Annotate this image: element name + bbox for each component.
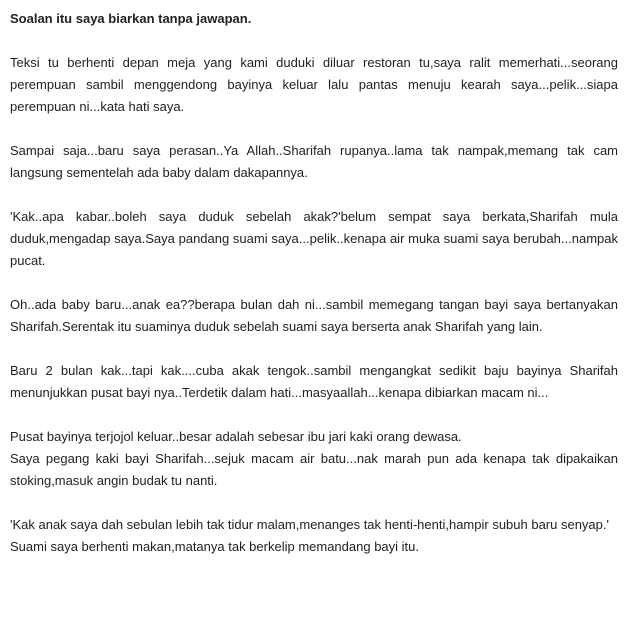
paragraph-text: Baru 2 bulan kak...tapi kak....cuba akak tengok..sambil mengangkat sedikit baju bayinya Sharifah menunjukkan pusat bayi nya..Terdetik dalam hati...masyaallah...kenapa dibiarkan macam ni...: [10, 363, 618, 400]
paragraph-text: Sampai saja...baru saya perasan..Ya Allah..Sharifah rupanya..lama tak nampak,memang tak cam langsung sementelah ada baby dalam dakapannya.: [10, 143, 618, 180]
paragraph-text: Oh..ada baby baru...anak ea??berapa bulan dah ni...sambil memegang tangan bayi saya bertanyakan Sharifah.Serentak itu suaminya duduk sebelah suami saya berserta anak Sharifah yang lain.: [10, 297, 618, 334]
paragraph: [10, 294, 618, 338]
paragraph: [10, 426, 618, 492]
paragraph-text: Teksi tu berhenti depan meja yang kami duduki diluar restoran tu,saya ralit memerhati...seorang perempuan sambil menggendong bayinya keluar lalu pantas menuju kearah saya...pelik...siapa perempuan ni...kata hati saya.: [10, 55, 618, 114]
paragraph: [10, 206, 618, 272]
paragraph: [10, 140, 618, 184]
paragraph: [10, 514, 618, 558]
paragraph-text: Saya pegang kaki bayi Sharifah...sejuk macam air batu...nak marah pun ada kenapa tak dipakaikan stoking,masuk angin budak tu nanti.: [10, 451, 618, 488]
paragraph-text: 'Kak anak saya dah sebulan lebih tak tidur malam,menanges tak henti-henti,hampir subuh baru senyap.': [10, 517, 609, 532]
paragraph-text: Suami saya berhenti makan,matanya tak berkelip memandang bayi itu.: [10, 539, 419, 554]
paragraph-text: 'Kak..apa kabar..boleh saya duduk sebelah akak?'belum sempat saya berkata,Sharifah mula duduk,mengadap saya.Saya pandang suami saya...pelik..kenapa air muka suami saya berubah...nampak pucat.: [10, 209, 618, 268]
paragraph-text: Pusat bayinya terjojol keluar..besar adalah sebesar ibu jari kaki orang dewasa.: [10, 429, 462, 444]
article-heading: Soalan itu saya biarkan tanpa jawapan.: [10, 11, 252, 26]
paragraph: [10, 52, 618, 118]
paragraph: [10, 360, 618, 404]
